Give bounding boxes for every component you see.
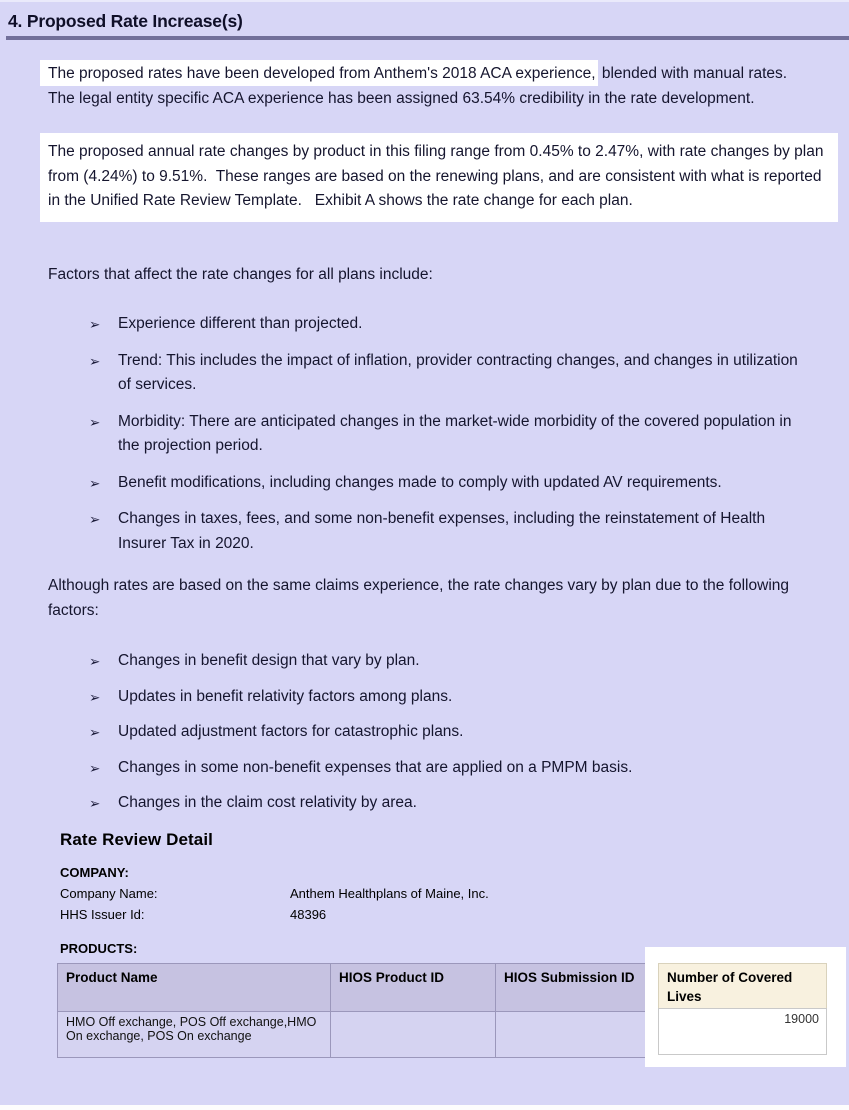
- arrow-bullet-icon: ➢: [89, 414, 101, 430]
- list-item: [89, 349, 801, 398]
- list-item-text: Experience different than projected.: [118, 315, 363, 332]
- intro-paragraph: [48, 62, 814, 111]
- covered-lives-value: 19000: [658, 1008, 827, 1055]
- list-item-text: Benefit modifications, including changes made to comply with updated AV requirements.: [118, 473, 722, 491]
- products-table: [57, 963, 656, 1058]
- hios-submission-id-cell: [496, 1011, 656, 1057]
- company-name-row: [60, 886, 849, 901]
- product-name-cell: HMO Off exchange, POS Off exchange,HMO On exchange, POS On exchange: [58, 1011, 331, 1057]
- hios-product-id-cell: [331, 1011, 496, 1057]
- list-item: [89, 471, 801, 496]
- arrow-bullet-icon: ➢: [89, 512, 101, 527]
- list-item: [89, 507, 801, 556]
- col-covered-lives: Number of Covered Lives: [658, 963, 827, 1009]
- list-item-text: Updates in benefit relativity factors among plans.: [118, 687, 453, 705]
- field-label: Company Name:: [60, 885, 158, 901]
- table-header-row: [58, 963, 656, 1011]
- factors-lead: Factors that affect the rate changes for all plans include:: [48, 265, 433, 283]
- title-rule: [6, 36, 849, 40]
- covered-lives-highlight-overlay: [645, 947, 846, 1067]
- col-hios-submission-id: HIOS Submission ID: [496, 963, 656, 1011]
- factors-list: [89, 312, 849, 556]
- intro-paragraph-rest: blended with manual rates. The legal entity specific ACA experience has been assigned 63.54% credibility in the rate development.: [48, 65, 796, 107]
- products-table-area: [57, 963, 843, 1058]
- list-item-text: Changes in benefit design that vary by plan.: [118, 652, 420, 669]
- company-section-label: COMPANY:: [60, 864, 129, 880]
- rate-range-paragraph: The proposed annual rate changes by product in this filing range from 0.45% to 2.47%, with rate changes by plan from (4.24%) to 9.51%. These ranges are based on the renewing plans, and are consistent with what is reported in the Unified Rate Review Template. Exhibit A shows the rate change for each plan.: [40, 133, 838, 222]
- table-row: [58, 1011, 656, 1057]
- col-product-name: Product Name: [58, 963, 331, 1011]
- list-item: [89, 791, 801, 816]
- arrow-bullet-icon: ➢: [89, 689, 101, 705]
- arrow-bullet-icon: ➢: [89, 725, 101, 740]
- list-item: [89, 649, 801, 674]
- list-item: [89, 410, 801, 459]
- arrow-bullet-icon: ➢: [89, 654, 101, 669]
- company-name-value: Anthem Healthplans of Maine, Inc.: [290, 885, 489, 901]
- list-item-text: Updated adjustment factors for catastrophic plans.: [118, 723, 464, 740]
- arrow-bullet-icon: ➢: [89, 760, 101, 776]
- products-section-label: PRODUCTS:: [60, 940, 138, 956]
- field-label: HHS Issuer Id:: [60, 906, 145, 922]
- list-item: [89, 312, 801, 337]
- arrow-bullet-icon: ➢: [89, 353, 101, 369]
- page-top-edge: [0, 0, 849, 2]
- col-hios-product-id: HIOS Product ID: [331, 963, 496, 1011]
- arrow-bullet-icon: ➢: [89, 475, 101, 491]
- list-item: [89, 756, 801, 781]
- rate-review-detail-section: [60, 830, 849, 956]
- list-item-text: Changes in some non-benefit expenses that are applied on a PMPM basis.: [118, 758, 633, 776]
- hhs-issuer-id-row: [60, 907, 849, 922]
- plan-variation-list: [89, 649, 849, 816]
- rate-review-heading: Rate Review Detail: [60, 829, 213, 849]
- highlighted-text: The proposed rates have been developed from Anthem's 2018 ACA experience,: [40, 60, 598, 86]
- page-title: 4. Proposed Rate Increase(s): [8, 11, 243, 31]
- plan-variation-lead: Although rates are based on the same claims experience, the rate changes vary by plan due to the following factors:: [48, 577, 794, 619]
- list-item-text: Trend: This includes the impact of inflation, provider contracting changes, and changes in utilization of services.: [118, 351, 798, 393]
- list-item-text: Changes in the claim cost relativity by area.: [118, 794, 417, 811]
- list-item-text: Changes in taxes, fees, and some non-benefit expenses, including the reinstatement of Health Insurer Tax in 2020.: [118, 510, 766, 552]
- arrow-bullet-icon: ➢: [89, 317, 101, 332]
- arrow-bullet-icon: ➢: [89, 796, 101, 811]
- list-item: [89, 685, 801, 710]
- list-item-text: Morbidity: There are anticipated changes in the market-wide morbidity of the covered population in the projection period.: [118, 412, 792, 454]
- list-item: [89, 720, 801, 745]
- page-bottom-edge: [0, 1105, 849, 1110]
- hhs-issuer-id-value: 48396: [290, 906, 327, 922]
